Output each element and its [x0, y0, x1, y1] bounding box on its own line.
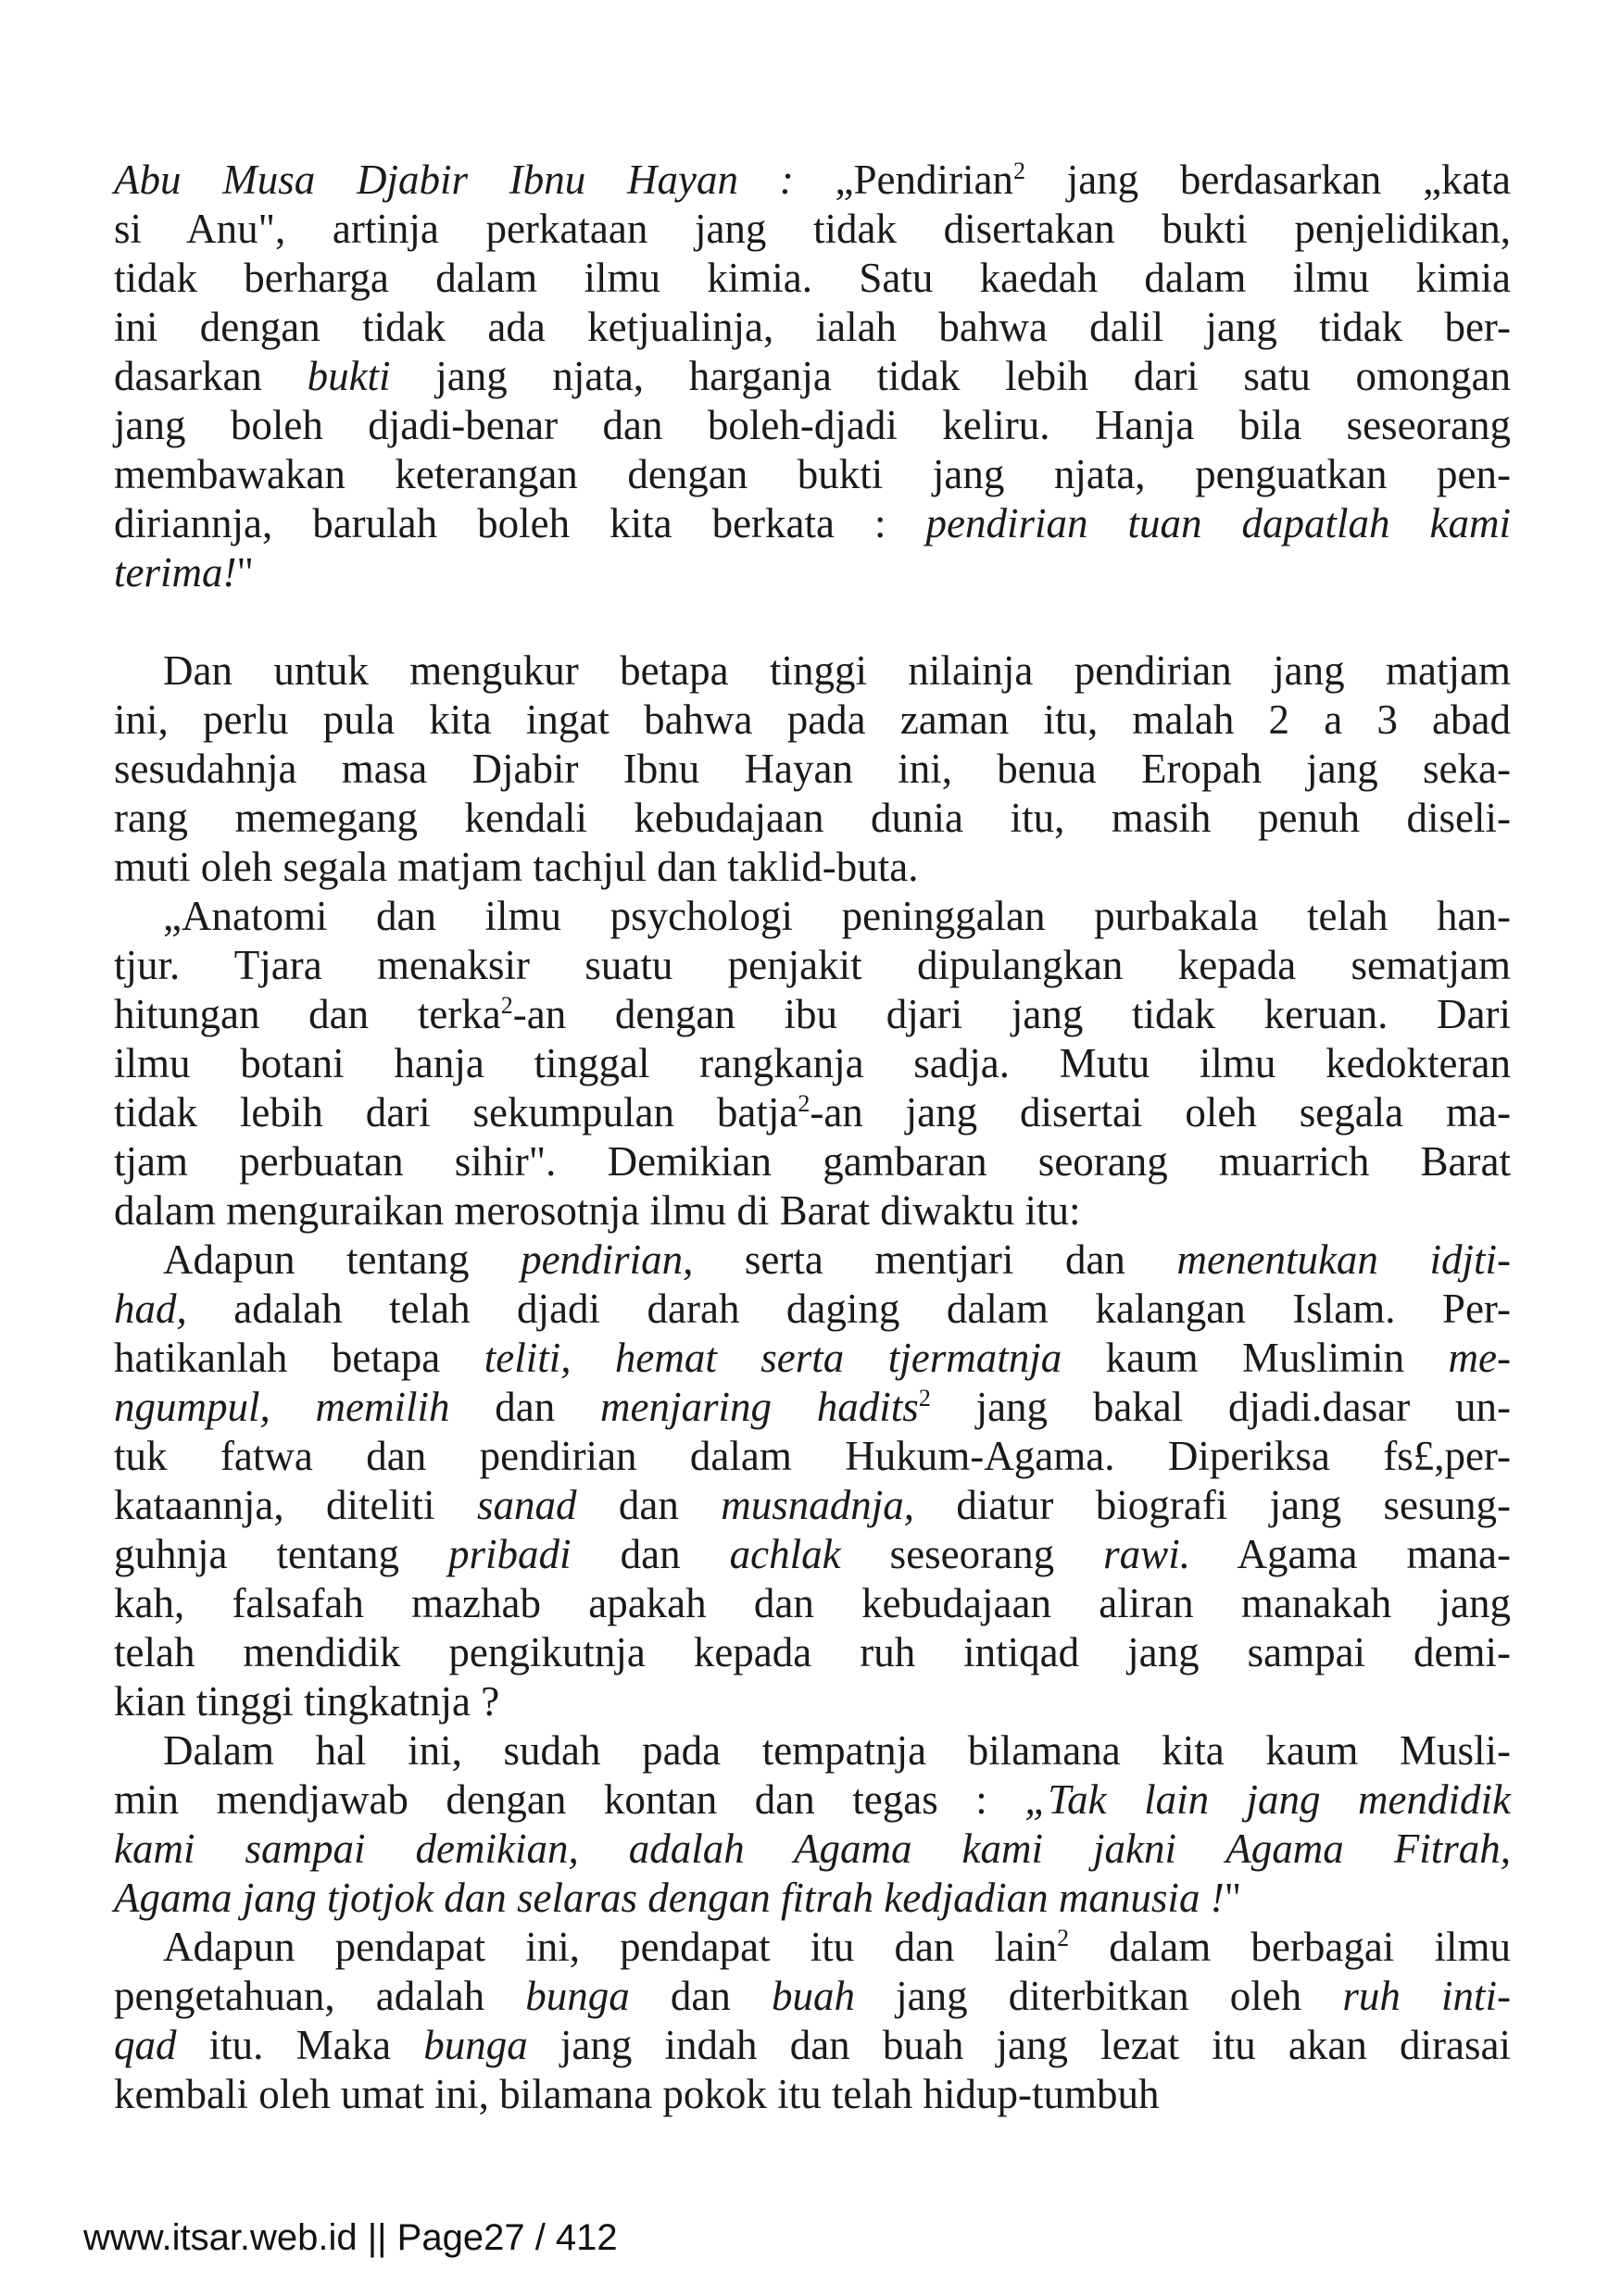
text-run: kataannja, diteliti	[114, 1482, 477, 1528]
text-run: dalam berbagai ilmu	[1069, 1924, 1511, 1970]
text-run: adalah telah djadi darah daging dalam kalangan Islam. Per-	[186, 1286, 1511, 1332]
text-run: kaum Muslimin	[1062, 1335, 1449, 1381]
text-line	[114, 1186, 1511, 1236]
text-run: hitungan dan terka	[114, 991, 501, 1037]
text-run: Adapun tentang	[163, 1236, 521, 1283]
text-line	[114, 1775, 1511, 1825]
text-line	[114, 1628, 1511, 1677]
italic-text: „Tak lain jang mendidik	[1024, 1776, 1511, 1823]
text-run: dalam menguraikan merosotnja ilmu di Barat diwaktu itu:	[114, 1187, 1081, 1234]
paragraph-muslimin-mendjawab	[114, 1726, 1511, 1923]
italic-text: teliti, hemat serta tjermatnja	[484, 1335, 1062, 1381]
text-line	[114, 892, 1511, 941]
text-run: dan	[571, 1531, 730, 1577]
page-body	[114, 156, 1511, 2119]
text-line	[114, 1972, 1511, 2021]
text-line	[114, 1923, 1511, 1972]
text-line	[114, 2021, 1511, 2070]
text-line	[114, 1530, 1511, 1579]
text-run: itu. Maka	[176, 2022, 424, 2068]
italic-text: me-	[1448, 1335, 1511, 1381]
text-run: jang diterbitkan oleh	[855, 1973, 1343, 2019]
text-run: Agama mana-	[1189, 1531, 1511, 1577]
text-line	[114, 843, 1511, 892]
text-line	[114, 794, 1511, 843]
paragraph-anatomi	[114, 892, 1511, 1236]
text-run: jang njata, harganja tidak lebih dari satu omongan	[390, 353, 1511, 399]
italic-text: pendirian,	[521, 1236, 694, 1283]
superscript-mark: 2	[798, 1090, 810, 1117]
italic-text: Abu Musa Djabir Ibnu Hayan :	[114, 157, 836, 203]
text-run: dan	[449, 1384, 601, 1430]
text-run: telah mendidik pengikutnja kepada ruh intiqad jang sampai demi-	[114, 1629, 1511, 1675]
text-run: ini dengan tidak ada ketjualinja, ialah bahwa dalil jang tidak ber-	[114, 304, 1511, 350]
text-run: dasarkan	[114, 353, 308, 399]
italic-text: achlak	[729, 1531, 841, 1577]
text-run: diriannja, barulah boleh kita berkata :	[114, 500, 926, 546]
italic-text: pendirian tuan dapatlah kami	[925, 500, 1511, 546]
text-line	[114, 1236, 1511, 1285]
paragraph-bunga-buah	[114, 1923, 1511, 2119]
text-run: diatur biografi jang sesung-	[914, 1482, 1511, 1528]
text-line	[114, 254, 1511, 303]
superscript-mark: 2	[1057, 1925, 1070, 1951]
text-run: jang berdasarkan „kata	[1024, 157, 1511, 203]
text-line	[114, 1677, 1511, 1726]
text-run: „Pendirian	[835, 157, 1013, 203]
text-run: serta mentjari dan	[693, 1236, 1177, 1283]
text-run: tidak berharga dalam ilmu kimia. Satu kaedah dalam ilmu kimia	[114, 255, 1511, 301]
text-line	[114, 1874, 1511, 1923]
text-run: dan	[629, 1973, 772, 2019]
superscript-mark: 2	[500, 992, 513, 1019]
italic-text: bunga	[525, 1973, 630, 2019]
text-line	[114, 990, 1511, 1039]
text-line	[114, 1039, 1511, 1088]
text-line	[114, 745, 1511, 794]
italic-text: kami sampai demikian, adalah Agama kami jakni Agama Fitrah,	[114, 1826, 1511, 1872]
text-run: Dan untuk mengukur betapa tinggi nilainja pendirian jang matjam	[163, 647, 1511, 694]
italic-text: sanad	[476, 1482, 577, 1528]
text-run: Dalam hal ini, sudah pada tempatnja bilamana kita kaum Musli-	[163, 1727, 1511, 1774]
text-line	[114, 1579, 1511, 1628]
italic-text: musnadnja,	[721, 1482, 915, 1528]
text-line	[114, 1383, 1511, 1432]
text-run: ini, perlu pula kita ingat bahwa pada zaman itu, malah 2 a 3 abad	[114, 696, 1511, 743]
text-run: tjur. Tjara menaksir suatu penjakit dipulangkan kepada sematjam	[114, 942, 1511, 988]
text-line	[114, 941, 1511, 990]
italic-text: bunga	[423, 2022, 528, 2068]
text-line	[114, 1088, 1511, 1137]
text-run: si Anu", artinja perkataan jang tidak disertakan bukti penjelidikan,	[114, 206, 1511, 252]
text-run: rang memegang kendali kebudajaan dunia itu, masih penuh diseli-	[114, 795, 1511, 841]
text-run: muti oleh segala matjam tachjul dan taklid-buta.	[114, 844, 919, 890]
text-run: pengetahuan, adalah	[114, 1973, 526, 2019]
superscript-mark: 2	[1012, 157, 1025, 184]
text-line	[114, 696, 1511, 745]
text-run: -an dengan ibu djari jang tidak keruan. Dari	[512, 991, 1511, 1037]
text-line	[114, 1726, 1511, 1775]
text-run: min mendjawab dengan kontan dan tegas :	[114, 1776, 1025, 1823]
italic-text: ngumpul, memilih	[114, 1384, 450, 1430]
paragraph-quote-djabir	[114, 156, 1511, 597]
text-run: Adapun pendapat ini, pendapat itu dan lain	[163, 1924, 1058, 1970]
italic-text: bukti	[307, 353, 391, 399]
text-run: sesudahnja masa Djabir Ibnu Hayan ini, benua Eropah jang seka-	[114, 746, 1511, 792]
text-line	[114, 1825, 1511, 1874]
text-run: jang boleh djadi-benar dan boleh-djadi keliru. Hanja bila seseorang	[114, 402, 1511, 448]
text-line	[114, 1285, 1511, 1334]
text-run: kembali oleh umat ini, bilamana pokok itu telah hidup-tumbuh	[114, 2071, 1160, 2117]
italic-text: menjaring hadits	[600, 1384, 919, 1430]
text-line	[114, 205, 1511, 254]
text-run: guhnja tentang	[114, 1531, 449, 1577]
text-line	[114, 1334, 1511, 1383]
text-line	[114, 303, 1511, 352]
paragraph-pendirian-idjtihad	[114, 1236, 1511, 1726]
italic-text: qad	[114, 2022, 177, 2068]
text-line	[114, 352, 1511, 401]
text-run: "	[1224, 1875, 1242, 1921]
text-line	[114, 499, 1511, 548]
text-line	[114, 1432, 1511, 1481]
italic-text: had,	[114, 1286, 187, 1332]
text-run: kian tinggi tingkatnja ?	[114, 1678, 500, 1725]
text-run: ilmu botani hanja tinggal rangkanja sadja. Mutu ilmu kedokteran	[114, 1040, 1511, 1086]
text-run: membawakan keterangan dengan bukti jang njata, penguatkan pen-	[114, 451, 1511, 497]
text-run: seseorang	[840, 1531, 1104, 1577]
page-footer: www.itsar.web.id || Page27 / 412	[83, 2217, 618, 2258]
italic-text: pribadi	[448, 1531, 572, 1577]
text-line	[114, 1137, 1511, 1186]
text-run: dan	[576, 1482, 722, 1528]
text-run: jang indah dan buah jang lezat itu akan dirasai	[527, 2022, 1511, 2068]
text-line	[114, 2070, 1511, 2119]
italic-text: rawi.	[1103, 1531, 1190, 1577]
italic-text: menentukan idjti-	[1176, 1236, 1511, 1283]
text-run: "	[236, 549, 254, 596]
text-run: „Anatomi dan ilmu psychologi peninggalan purbakala telah han-	[163, 893, 1511, 939]
italic-text: ruh inti-	[1342, 1973, 1511, 2019]
text-line	[114, 1481, 1511, 1530]
text-run: hatikanlah betapa	[114, 1335, 484, 1381]
paragraph-mengukur	[114, 646, 1511, 892]
italic-text: buah	[772, 1973, 855, 2019]
text-line	[114, 646, 1511, 696]
text-run: tuk fatwa dan pendirian dalam Hukum-Agama. Diperiksa fs£,per-	[114, 1433, 1511, 1479]
text-line	[114, 156, 1511, 205]
text-run: jang bakal djadi.dasar un-	[930, 1384, 1511, 1430]
text-run: tidak lebih dari sekumpulan batja	[114, 1089, 798, 1135]
italic-text: Agama jang tjotjok dan selaras dengan fitrah kedjadian manusia !	[114, 1875, 1225, 1921]
text-run: -an jang disertai oleh segala ma-	[810, 1089, 1511, 1135]
text-run: kah, falsafah mazhab apakah dan kebudajaan aliran manakah jang	[114, 1580, 1511, 1626]
text-run: tjam perbuatan sihir". Demikian gambaran seorang muarrich Barat	[114, 1138, 1511, 1185]
superscript-mark: 2	[918, 1385, 931, 1411]
text-line	[114, 401, 1511, 450]
text-line	[114, 548, 1511, 597]
text-line	[114, 450, 1511, 499]
italic-text: terima!	[114, 549, 237, 596]
